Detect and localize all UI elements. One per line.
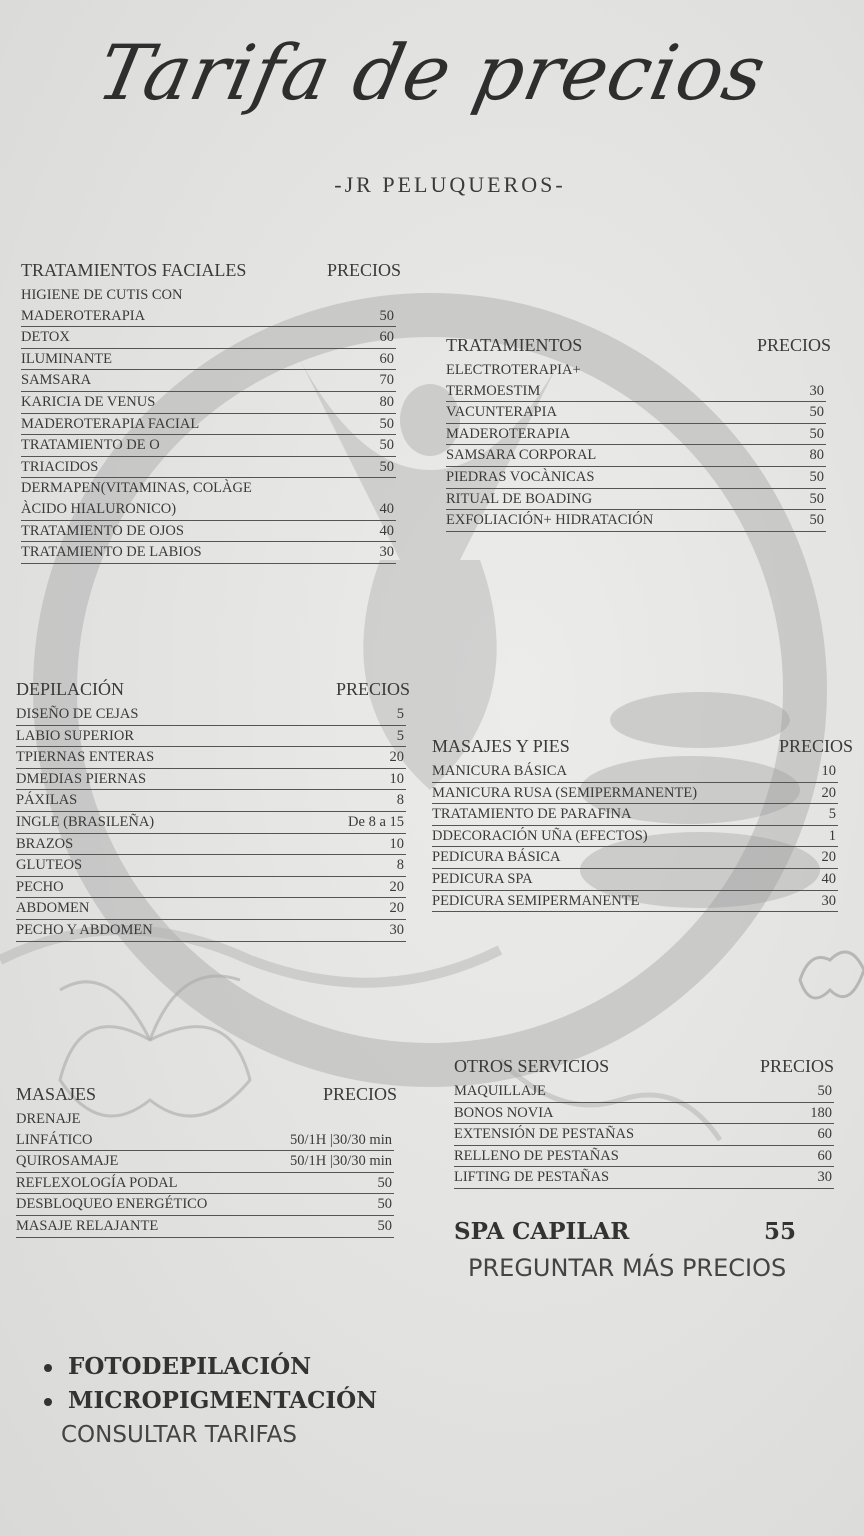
price-row [21,414,396,436]
price-row [21,457,396,479]
service-name: LABIO SUPERIOR [16,727,135,744]
price-row [454,1124,834,1146]
service-price: 50 [809,512,824,529]
service-name: GLUTEOS [16,857,83,874]
service-name: TRIACIDOS [21,458,99,475]
section-heading: OTROS SERVICIOS [454,1056,610,1076]
service-name: PEDICURA SEMIPERMANENTE [432,892,640,909]
service-name: MAQUILLAJE [454,1083,546,1099]
price-row [446,445,826,467]
price-row [432,847,838,869]
service-name: QUIROSAMAJE [16,1153,119,1170]
service-name: MADEROTERAPIA [21,307,146,324]
section-masajes-y-pies [432,736,853,912]
service-price: 20 [821,849,836,866]
service-name: PECHO [16,878,64,895]
service-price: 8 [396,857,404,874]
service-name: LIFTING DE PESTAÑAS [454,1169,610,1186]
section-heading: TRATAMIENTOS [446,335,583,355]
price-row [16,812,406,834]
price-row [21,285,396,306]
service-price: 10 [389,770,404,787]
consult-rates: CONSULTAR TARIFAS [61,1422,297,1448]
service-price: 60 [817,1147,832,1164]
price-row [432,826,838,848]
spa-capilar-price: 55 [763,1218,796,1245]
page-subtitle: -JR PELUQUEROS- [334,172,566,197]
section-tratamientos [446,335,831,532]
service-price: 20 [821,784,836,801]
service-price: 30 [809,382,824,399]
service-name: EXFOLIACIÓN+ HIDRATACIÓN [446,512,654,529]
price-row [21,499,396,521]
service-name: PEDICURA BÁSICA [432,849,561,866]
service-price: 5 [396,727,404,744]
price-row [16,1216,394,1238]
section-price-heading: PRECIOS [335,679,410,699]
price-row [16,1130,394,1152]
service-name: PÁXILAS [16,792,78,809]
price-row [21,392,396,414]
price-row [21,521,396,543]
price-row [21,349,396,371]
price-row [16,1151,394,1173]
service-name: DRENAJE [16,1111,81,1127]
price-row [446,467,826,489]
service-price: 50/1H |30/30 min [290,1153,392,1170]
price-row [446,381,826,403]
section-masajes [16,1084,397,1238]
price-row [16,898,406,920]
price-row [16,834,406,856]
section-heading: TRATAMIENTOS FACIALES [21,260,247,280]
section-price-heading: PRECIOS [326,260,401,280]
service-price: 50 [809,490,824,507]
price-row [21,306,396,328]
service-name: BRAZOS [16,835,74,852]
service-name: DISEÑO DE CEJAS [16,706,139,722]
service-name: MANICURA RUSA (SEMIPERMANENTE) [432,784,698,801]
service-name: LINFÁTICO [16,1131,93,1148]
price-row [16,790,406,812]
service-price: 40 [821,870,836,887]
service-name: DESBLOQUEO ENERGÉTICO [16,1196,208,1213]
price-row [454,1167,834,1189]
service-price: 30 [389,921,404,938]
price-row [21,478,396,499]
list-item: FOTODEPILACIÓN [44,1350,377,1384]
service-price: 40 [379,500,394,517]
section-price-heading: PRECIOS [759,1056,834,1076]
price-row [21,542,396,564]
service-name: TERMOESTIM [446,382,541,399]
service-price: 30 [379,544,394,561]
service-name: DERMAPEN(VITAMINAS, COLÀGE [21,480,252,497]
section-heading: DEPILACIÓN [16,679,124,699]
service-price: 50 [379,307,394,324]
service-name: TPIERNAS ENTERAS [16,749,155,766]
price-row [432,804,838,826]
service-price: 50 [379,415,394,432]
extra-services-list [44,1350,377,1418]
price-row [21,435,396,457]
list-item: MICROPIGMENTACIÓN [44,1384,377,1418]
service-name: PEDICURA SPA [432,870,533,887]
price-row [16,1194,394,1216]
service-name: MASAJE RELAJANTE [16,1217,159,1234]
service-name: DDECORACIÓN UÑA (EFECTOS) [432,827,648,844]
service-price: 50 [377,1174,392,1191]
spa-capilar [454,1218,796,1245]
service-name: DMEDIAS PIERNAS [16,770,147,787]
service-price: 50 [377,1196,392,1213]
service-price: 5 [828,806,836,823]
service-name: MADEROTERAPIA [446,425,571,442]
service-price: 80 [809,447,824,464]
price-row [446,402,826,424]
price-row [21,370,396,392]
section-depilacion [16,679,410,942]
service-price: 20 [389,749,404,766]
service-price: 80 [379,393,394,410]
service-name: ILUMINANTE [21,350,113,367]
service-price: 50 [379,437,394,454]
price-row [16,1173,394,1195]
service-name: ÀCIDO HIALURONICO) [21,500,177,517]
service-name: ELECTROTERAPIA+ [446,362,581,378]
service-name: REFLEXOLOGÍA PODAL [16,1174,178,1191]
service-name: TRATAMIENTO DE PARAFINA [432,806,632,823]
price-row [454,1081,834,1103]
price-row [454,1103,834,1125]
service-price: 60 [379,350,394,367]
service-name: RITUAL DE BOADING [446,490,593,507]
service-price: 5 [396,706,404,722]
section-otros-servicios [454,1056,834,1189]
price-row [446,489,826,511]
service-price: 50 [379,458,394,475]
service-price: 40 [379,522,394,539]
service-price: 50 [809,468,824,485]
service-price: 70 [379,372,394,389]
service-name: KARICIA DE VENUS [21,393,156,410]
price-row [432,783,838,805]
price-row [16,747,406,769]
section-price-heading: PRECIOS [756,335,831,355]
service-price: 1 [828,827,836,844]
price-row [446,510,826,532]
service-name: EXTENSIÓN DE PESTAÑAS [454,1126,635,1143]
service-name: RELLENO DE PESTAÑAS [454,1147,619,1164]
service-price: 50 [377,1217,392,1234]
service-price: 50/1H |30/30 min [290,1131,392,1148]
service-name: PECHO Y ABDOMEN [16,921,153,938]
service-name: TRATAMIENTO DE OJOS [21,522,184,539]
spa-capilar-label: SPA CAPILAR [454,1218,630,1245]
service-price: 8 [396,792,404,809]
service-price: 50 [817,1083,832,1099]
service-price: 180 [810,1104,832,1121]
price-row [432,761,838,783]
service-price: 20 [389,900,404,917]
section-heading: MASAJES Y PIES [432,736,570,756]
service-price: 50 [809,425,824,442]
ask-more-prices: PREGUNTAR MÁS PRECIOS [468,1254,787,1282]
price-row [16,769,406,791]
section-tratamientos-faciales [21,260,401,564]
service-name: MADEROTERAPIA FACIAL [21,415,200,432]
service-price: 20 [389,878,404,895]
service-name: PIEDRAS VOCÀNICAS [446,468,595,485]
service-name: VACUNTERAPIA [446,404,557,421]
section-price-heading: PRECIOS [322,1084,397,1104]
service-name: MANICURA BÁSICA [432,763,567,779]
service-name: TRATAMIENTO DE LABIOS [21,544,202,561]
page-title: Tarifa de precios [90,28,774,117]
service-price: 60 [817,1126,832,1143]
price-row [16,704,406,726]
price-row [454,1146,834,1168]
service-name: HIGIENE DE CUTIS CON [21,287,183,303]
service-name: ABDOMEN [16,900,90,917]
price-row [432,891,838,913]
service-price: 10 [389,835,404,852]
price-row [16,726,406,748]
service-price: 60 [379,329,394,346]
price-row [16,1109,394,1130]
price-row [16,877,406,899]
service-name: SAMSARA CORPORAL [446,447,597,464]
service-price: De 8 a 15 [348,813,404,830]
price-row [16,920,406,942]
price-row [446,360,826,381]
price-row [446,424,826,446]
price-row [21,327,396,349]
service-price: 50 [809,404,824,421]
service-name: INGLE (BRASILEÑA) [16,813,155,830]
service-name: BONOS NOVIA [454,1104,554,1121]
service-name: TRATAMIENTO DE O [21,437,160,454]
service-price: 30 [821,892,836,909]
price-row [432,869,838,891]
price-row [16,855,406,877]
service-name: DETOX [21,329,70,346]
service-price: 10 [821,763,836,779]
service-name: SAMSARA [21,372,92,389]
service-price: 30 [817,1169,832,1186]
section-heading: MASAJES [16,1084,97,1104]
section-price-heading: PRECIOS [778,736,853,756]
